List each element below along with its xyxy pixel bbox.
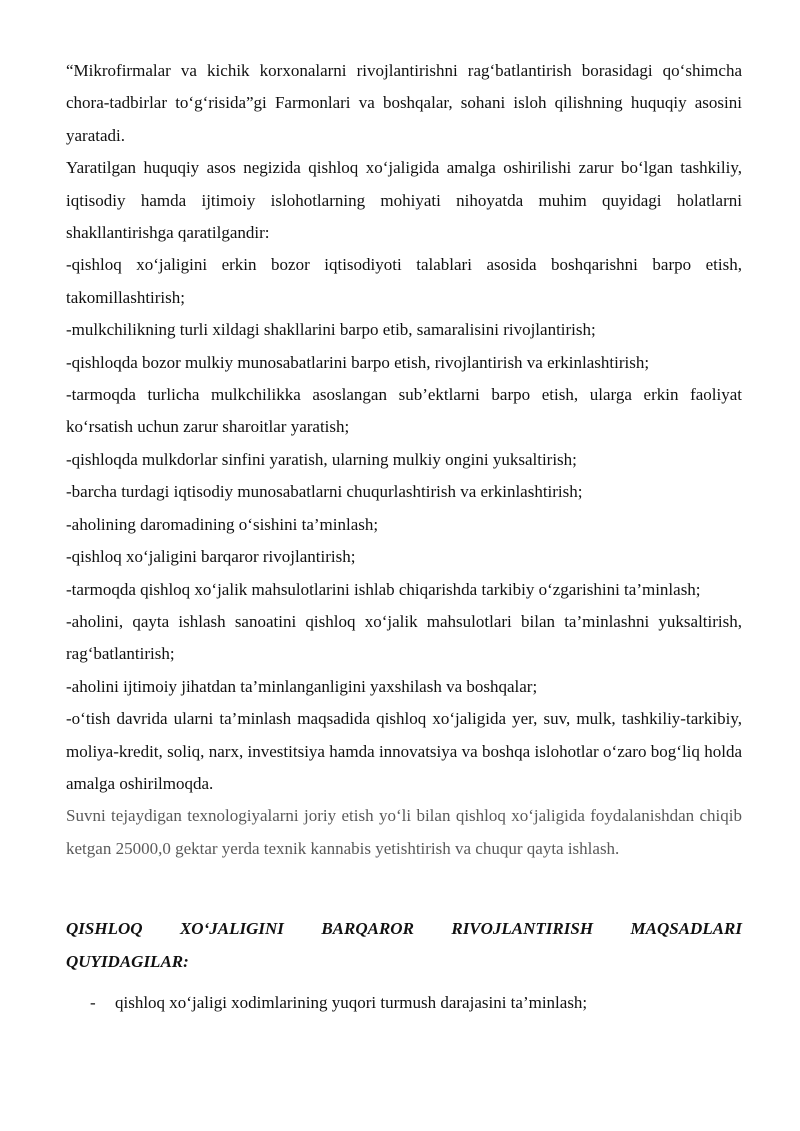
list-item-subjects-conditions: -tarmoqda turlicha mulkchilikka asoslangan sub’ektlarni barpo etish, ularga erkin faoliyat ko‘rsatish uchun zarur sharoitlar yaratish;: [66, 385, 742, 437]
section-spacer: [66, 865, 742, 913]
section-heading-line1: QISHLOQ XO‘JALIGINI BARQAROR RIVOJLANTIRISH MAQSADLARI: [66, 919, 742, 939]
section-heading: [66, 913, 742, 978]
list-item-free-market-management: -qishloq xo‘jaligini erkin bozor iqtisodiyoti talablari asosida boshqarishni barpo etish, takomillashtirish;: [66, 255, 742, 307]
list-item-sustainable-development: -qishloq xo‘jaligini barqaror rivojlantirish;: [66, 547, 356, 567]
list-item-ownership-forms: -mulkchilikning turli xildagi shakllarini barpo etib, samaralisini rivojlantirish;: [66, 320, 596, 340]
list-item-owners-class: -qishloqda mulkdorlar sinfini yaratish, ularning mulkiy ongini yuksaltirish;: [66, 449, 577, 469]
goals-list-item-text: qishloq xo‘jaligi xodimlarining yuqori turmush darajasini ta’minlash;: [115, 992, 588, 1012]
paragraph-water-saving: Suvni tejaydigan texnologiyalarni joriy etish yo‘li bilan qishloq xo‘jaligida foydalanishdan chiqib ketgan 25000,0 gektar yerda texnik kannabis yetishtirish va chuqur qayta ishlash.: [66, 806, 742, 858]
section-heading-line2: QUYIDAGILAR:: [66, 951, 189, 971]
list-item-income-growth: -aholining daromadining o‘sishini ta’minlash;: [66, 514, 379, 534]
paragraph-decree-reference: “Mikrofirmalar va kichik korxonalarni rivojlantirishni rag‘batlantirish borasidagi qo‘shimcha chora-tadbirlar to‘g‘risida”gi Farmonlari va boshqalar, sohani isloh qilishning huquqiy asosini yaratadi.: [66, 61, 742, 145]
list-item-processing-industry: -aholini, qayta ishlash sanoatini qishloq xo‘jalik mahsulotlari bilan ta’minlashni yuksaltirish, rag‘batlantirish;: [66, 611, 742, 664]
goals-list-item: [66, 987, 742, 1019]
goals-list: [66, 987, 742, 1019]
list-item-social-welfare: -aholini ijtimoiy jihatdan ta’minlanganligini yaxshilash va boshqalar;: [66, 676, 538, 696]
list-item-market-property-relations: -qishloqda bozor mulkiy munosabatlarini barpo etish, rivojlantirish va erkinlashtirish;: [66, 352, 650, 372]
list-item-structural-change: -tarmoqda qishloq xo‘jalik mahsulotlarini ishlab chiqarishda tarkibiy o‘zgarishini ta’minlash;: [66, 579, 701, 599]
list-item-economic-relations: -barcha turdagi iqtisodiy munosabatlarni chuqurlashtirish va erkinlashtirish;: [66, 482, 583, 502]
bullet-marker: -: [90, 992, 96, 1012]
document-page: [66, 55, 742, 1019]
list-item-transition-reforms: -o‘tish davrida ularni ta’minlash maqsadida qishloq xo‘jaligida yer, suv, mulk, tashkiliy-tarkibiy, moliya-kredit, soliq, narx, investitsiya hamda innovatsiya va boshqa islohotlar o‘zaro bog‘liq holda amalga oshirilmoqda.: [66, 709, 742, 793]
paragraph-legal-basis: Yaratilgan huquqiy asos negizida qishloq xo‘jaligida amalga oshirilishi zarur bo‘lgan tashkiliy, iqtisodiy hamda ijtimoiy islohotlarning mohiyati nihoyatda muhim quyidagi holatlarni shakllantirishga qaratilgandir:: [66, 158, 742, 243]
